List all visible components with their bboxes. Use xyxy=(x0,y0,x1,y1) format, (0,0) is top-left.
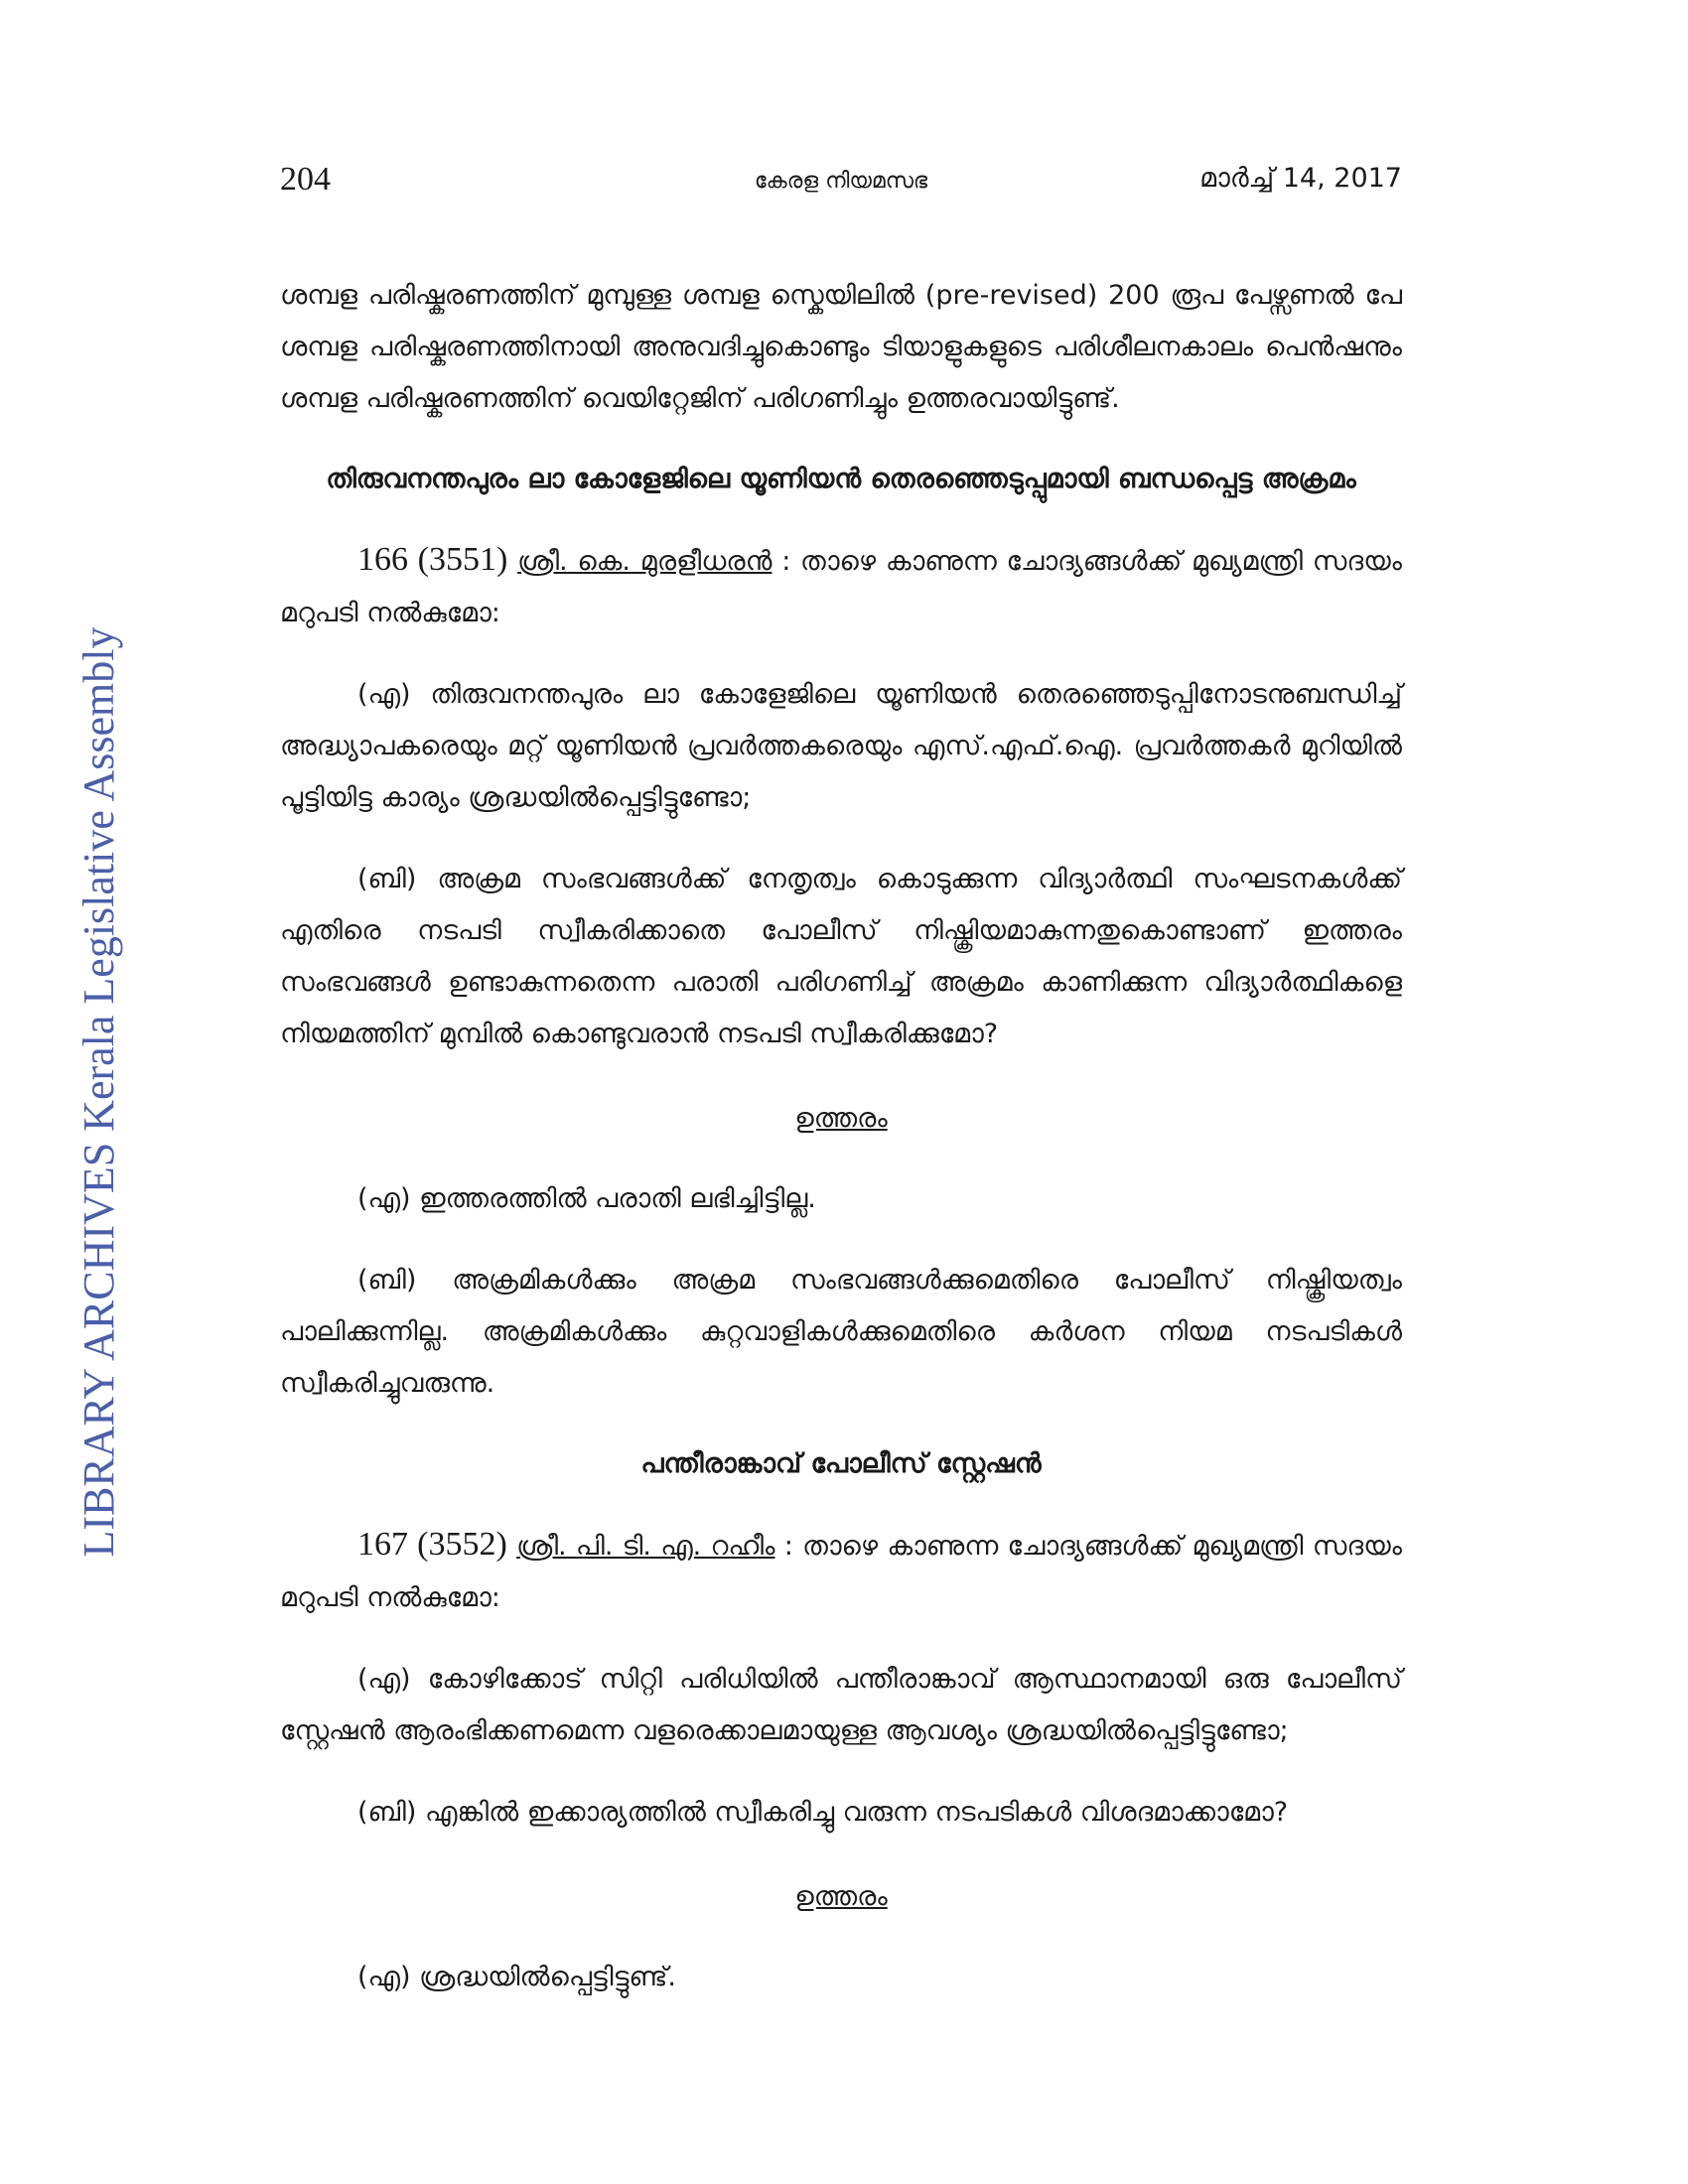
section-heading: പന്തീരാങ്കാവ് പോലീസ് സ്റ്റേഷൻ xyxy=(640,1448,1042,1479)
intro-paragraph: ശമ്പള പരിഷ്കരണത്തിന് മുമ്പുള്ള ശമ്പള സ്കെയിലിൽ (pre-revised) 200 രൂപ പേഴ്സണൽ പേ ശമ്പള പരിഷ്കരണത്തിനായി അനുവദിച്ചുകൊണ്ടും ടിയാളുകളുടെ പരിശീലനകാലം പെൻഷനും ശമ്പള പരിഷ്കരണത്തിന് വെയിറ്റേജിന് പരിഗണിച്ചും ഉത്തരവായിട്ടുണ്ട്. xyxy=(280,280,1402,414)
running-title: കേരള നിയമസഭ xyxy=(754,169,928,194)
question-a: (എ) തിരുവനന്തപുരം ലാ കോളേജിലെ യൂണിയൻ തെരഞ്ഞെടുപ്പിനോടനുബന്ധിച്ച് അദ്ധ്യാപകരെയും മറ്റ് യൂണിയൻ പ്രവർത്തകരെയും എസ്.എഫ്.ഐ. പ്രവർത്തകർ മുറിയിൽ പൂട്ടിയിട്ട കാര്യം ശ്രദ്ധയിൽപ്പെട്ടിട്ടുണ്ടോ; xyxy=(280,679,1402,813)
member-name: ശ്രീ. പി. ടി. എ. റഹീം xyxy=(516,1531,775,1562)
question-intro xyxy=(280,534,1402,639)
question-number: 166 (3551) xyxy=(357,541,508,578)
question-a: (എ) കോഴിക്കോട് സിറ്റി പരിധിയിൽ പന്തീരാങ്കാവ് ആസ്ഥാനമായി ഒരു പോലീസ് സ്റ്റേഷൻ ആരംഭിക്കണമെന്ന വളരെക്കാലമായുള്ള ആവശ്യം ശ്രദ്ധയിൽപ്പെട്ടിട്ടുണ്ടോ; xyxy=(280,1664,1402,1746)
answer-b: (ബി) അക്രമികൾക്കും അക്രമ സംഭവങ്ങൾക്കുമെതിരെ പോലീസ് നിഷ്ക്രിയത്വം പാലിക്കുന്നില്ല. അക്രമികൾക്കും കുറ്റവാളികൾക്കുമെതിരെ കർശന നിയമ നടപടികൾ സ്വീകരിച്ചുവരുന്നു. xyxy=(280,1265,1402,1399)
page-header xyxy=(280,161,1402,205)
answer-heading: ഉത്തരം xyxy=(794,1103,888,1134)
question-intro-text: : താഴെ കാണുന്ന ചോദ്യങ്ങൾക്ക് മുഖ്യമന്ത്രി സദയം മറുപടി നൽകുമോ: xyxy=(280,546,1402,628)
header-date: മാർച്ച് 14, 2017 xyxy=(1199,163,1402,194)
question-section-167 xyxy=(280,1439,1402,2003)
question-intro xyxy=(280,1519,1402,1624)
answer-a: (എ) ഇത്തരത്തിൽ പരാതി ലഭിച്ചിട്ടില്ല. xyxy=(357,1183,816,1214)
page-number: 204 xyxy=(280,161,331,198)
page-content xyxy=(280,270,1402,2003)
question-intro-text: : താഴെ കാണുന്ന ചോദ്യങ്ങൾക്ക് മുഖ്യമന്ത്രി സദയം മറുപടി നൽകുമോ: xyxy=(280,1531,1402,1613)
question-section-166 xyxy=(280,455,1402,1410)
question-number: 167 (3552) xyxy=(357,1526,507,1563)
question-b: (ബി) എങ്കിൽ ഇക്കാര്യത്തിൽ സ്വീകരിച്ചു വരുന്ന നടപടികൾ വിശദമാക്കാമോ? xyxy=(357,1797,1289,1828)
member-name: ശ്രീ. കെ. മുരളീധരൻ xyxy=(517,546,773,577)
question-b: (ബി) അക്രമ സംഭവങ്ങൾക്ക് നേതൃത്വം കൊടുക്കുന്ന വിദ്യാർത്ഥി സംഘടനകൾക്ക് എതിരെ നടപടി സ്വീകരിക്കാതെ പോലീസ് നിഷ്ക്രിയമാകുന്നതുകൊണ്ടാണ് ഇത്തരം സംഭവങ്ങൾ ഉണ്ടാകുന്നതെന്ന പരാതി പരിഗണിച്ച് അക്രമം കാണിക്കുന്ന വിദ്യാർത്ഥികളെ നിയമത്തിന് മുമ്പിൽ കൊണ്ടുവരാൻ നടപടി സ്വീകരിക്കുമോ? xyxy=(280,864,1402,1049)
section-heading: തിരുവനന്തപുരം ലാ കോളേജിലെ യൂണിയൻ തെരഞ്ഞെടുപ്പുമായി ബന്ധപ്പെട്ട അക്രമം xyxy=(326,464,1356,494)
library-archives-watermark: LIBRARY ARCHIVES Kerala Legislative Assembly xyxy=(74,626,123,1558)
answer-a: (എ) ശ്രദ്ധയിൽപ്പെട്ടിട്ടുണ്ട്. xyxy=(357,1962,676,1992)
answer-heading: ഉത്തരം xyxy=(794,1881,888,1912)
